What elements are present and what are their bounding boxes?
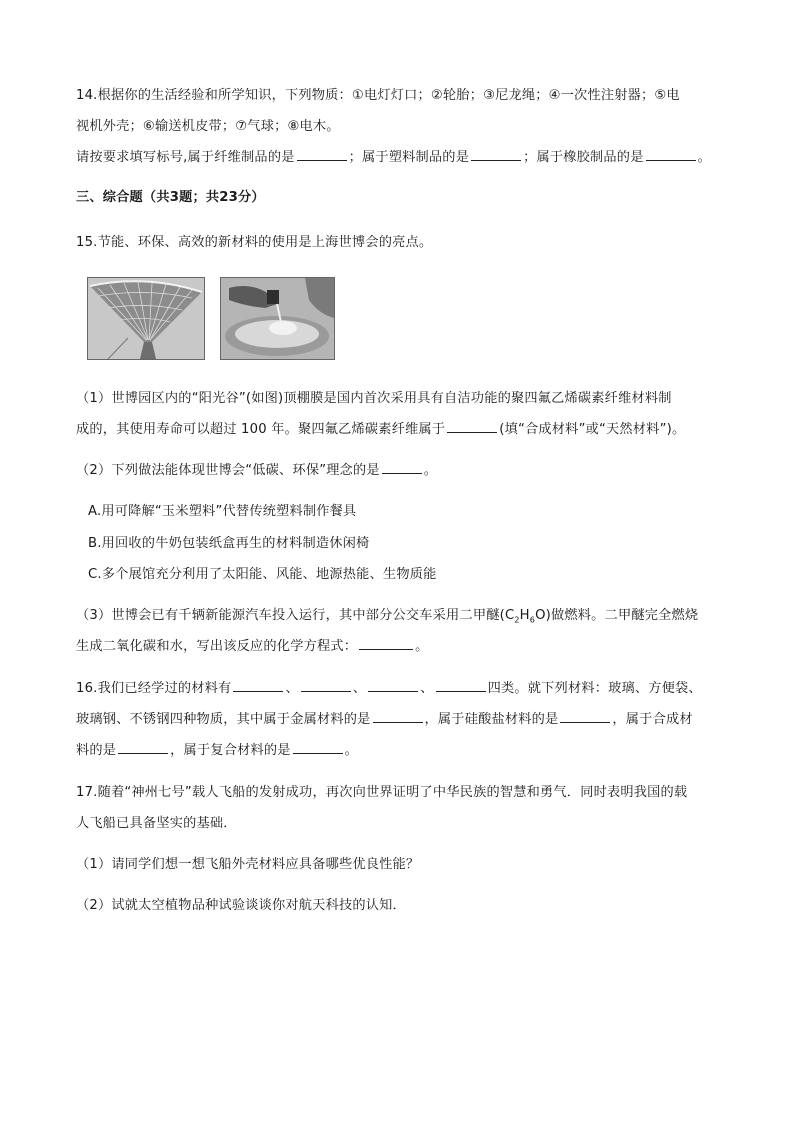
q14-blank-plastic[interactable] bbox=[471, 148, 521, 161]
q15-part-1-line-1: （1）世博园区内的“阳光谷”(如图)顶棚膜是国内首次采用具有自洁功能的聚四氟乙烯碳素纤维材料制 bbox=[76, 391, 672, 406]
q15-intro: 15.节能、环保、高效的新材料的使用是上海世博会的亮点。 bbox=[76, 235, 433, 250]
q16-line-3-text-b: ，属于复合材料的是 bbox=[170, 743, 291, 758]
self-cleaning-demo-photo bbox=[220, 277, 335, 360]
q14-line-1: 14.根据你的生活经验和所学知识，下列物质：①电灯灯口；②轮胎；③尼龙绳；④一次性注射器；⑤电 bbox=[76, 88, 680, 103]
q14-line-3-text-b: ；属于塑料制品的是 bbox=[348, 150, 470, 165]
q15-part-1-text-a: 成的，其使用寿命可以超过 100 年。聚四氟乙烯碳素纤维属于 bbox=[76, 422, 446, 437]
q16-blank-material-1[interactable] bbox=[233, 679, 283, 692]
q16-blank-material-2[interactable] bbox=[301, 679, 351, 692]
q16-line-1-text-b: 四类。就下列材料：玻璃、方便袋、 bbox=[487, 681, 702, 696]
q15-part-2-text: （2）下列做法能体现世博会“低碳、环保”理念的是 bbox=[76, 463, 380, 478]
q14-line-2: 视机外壳；⑥输送机皮带；⑦气球；⑧电木。 bbox=[76, 119, 340, 134]
q16-blank-metal[interactable] bbox=[373, 710, 423, 723]
q15-part-3-line-2 bbox=[76, 635, 429, 654]
q16-line-3 bbox=[76, 739, 358, 758]
q15-part-3-end: 。 bbox=[415, 639, 429, 654]
q15-part-2 bbox=[76, 459, 437, 478]
q16-sep-2: 、 bbox=[352, 681, 367, 696]
q14-line-3-text-a: 请按要求填写标号,属于纤维制品的是 bbox=[76, 150, 295, 165]
q16-line-2-text-c: ，属于合成材 bbox=[612, 712, 693, 727]
q16-blank-silicate[interactable] bbox=[560, 710, 610, 723]
q16-line-2 bbox=[76, 708, 693, 727]
q15-formula-h: H bbox=[519, 608, 530, 623]
hand-pouring-image bbox=[221, 278, 334, 359]
q15-part-1-text-b: (填“合成材料”或“天然材料”)。 bbox=[499, 422, 686, 437]
q15-part-3-text-c: 生成二氧化碳和水，写出该反应的化学方程式： bbox=[76, 639, 358, 654]
q14-blank-fiber[interactable] bbox=[297, 148, 347, 161]
q17-part-1: （1）请同学们想一想飞船外壳材料应具备哪些优良性能？ bbox=[76, 857, 420, 872]
q16-blank-material-3[interactable] bbox=[368, 679, 418, 692]
q15-part-2-end: 。 bbox=[423, 463, 438, 478]
q16-line-1-text-a: 16.我们已经学过的材料有 bbox=[76, 681, 232, 696]
q16-line-3-text-a: 料的是 bbox=[76, 743, 117, 758]
q15-part-1-line-2 bbox=[76, 418, 685, 437]
q17-line-1: 17.随着“神州七号”载人飞船的发射成功，再次向世界证明了中华民族的智慧和勇气．同时表明我国的载 bbox=[76, 785, 688, 800]
q15-subscript-2: 2 bbox=[514, 615, 520, 625]
q16-line-3-end: 。 bbox=[344, 743, 359, 758]
q15-option-b: B.用回收的牛奶包装纸盒再生的材料制造休闲椅 bbox=[88, 536, 370, 551]
q16-blank-material-4[interactable] bbox=[436, 679, 486, 692]
sunshine-valley-photo bbox=[87, 277, 205, 360]
q16-sep-1: 、 bbox=[285, 681, 299, 696]
q17-line-2: 人飞船已具备坚实的基础． bbox=[76, 816, 237, 831]
q14-line-3-text-c: ；属于橡胶制品的是 bbox=[523, 150, 644, 165]
q15-part-3-text-b: O)做燃料。二甲醚完全燃烧 bbox=[535, 608, 699, 623]
funnel-structure-image bbox=[88, 278, 204, 359]
q14-line-3 bbox=[76, 146, 711, 165]
q14-blank-rubber[interactable] bbox=[646, 148, 696, 161]
q16-blank-composite[interactable] bbox=[293, 741, 343, 754]
q16-sep-3: 、 bbox=[420, 681, 434, 696]
q15-part-3-text-a: （3）世博会已有千辆新能源汽车投入运行，其中部分公交车采用二甲醚(C bbox=[76, 608, 515, 623]
q14-line-3-end: 。 bbox=[697, 150, 711, 165]
q15-option-c: C.多个展馆充分利用了太阳能、风能、地源热能、生物质能 bbox=[88, 567, 437, 582]
q16-line-2-text-b: ，属于硅酸盐材料的是 bbox=[424, 712, 559, 727]
q16-blank-synthetic[interactable] bbox=[118, 741, 168, 754]
q15-blank-material-type[interactable] bbox=[447, 420, 497, 433]
section-3-heading: 三、综合题（共3题；共23分） bbox=[76, 190, 265, 205]
q16-line-1 bbox=[76, 677, 702, 696]
q15-part-3-line-1 bbox=[76, 604, 698, 625]
q16-line-2-text-a: 玻璃钢、不锈钢四种物质，其中属于金属材料的是 bbox=[76, 712, 371, 727]
q17-part-2: （2）试就太空植物品种试验谈谈你对航天科技的认知． bbox=[76, 898, 406, 913]
q15-blank-low-carbon[interactable] bbox=[382, 461, 422, 474]
q15-subscript-6: 6 bbox=[529, 615, 536, 625]
q15-blank-equation[interactable] bbox=[359, 637, 413, 650]
q15-option-a: A.用可降解“玉米塑料”代替传统塑料制作餐具 bbox=[88, 504, 357, 519]
